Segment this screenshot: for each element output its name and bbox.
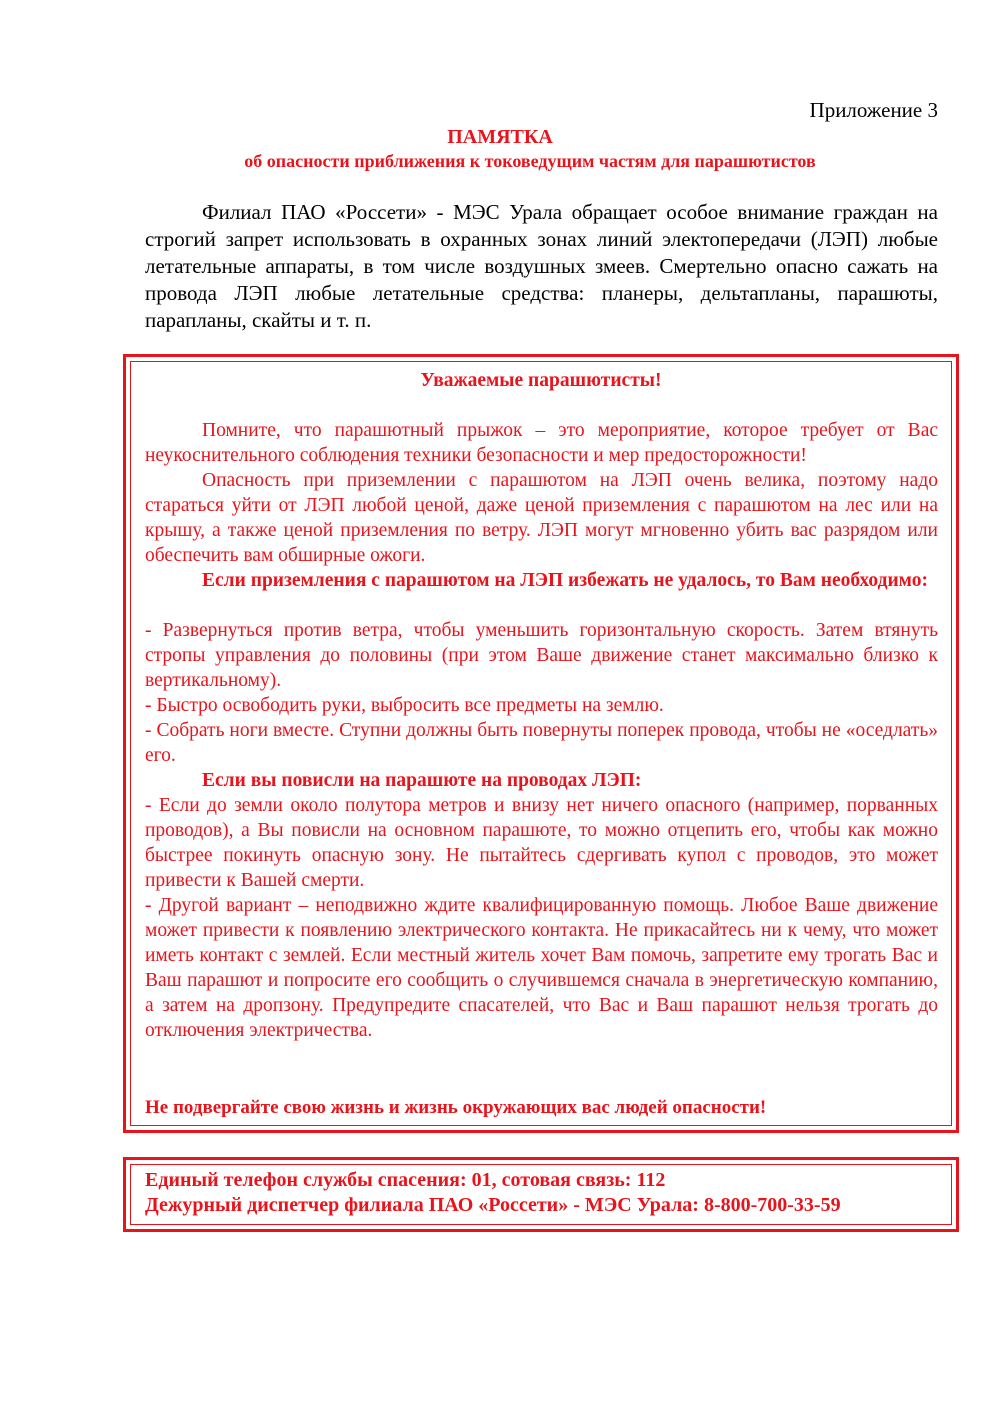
appendix-label: Приложение 3: [809, 98, 938, 122]
contacts-emergency-line: Единый телефон службы спасения: 01, сотовая связь: 112: [145, 1169, 666, 1191]
warning-item-free-hands: - Быстро освободить руки, выбросить все предметы на землю.: [145, 695, 664, 716]
warning-heading-landing: Если приземления с парашютом на ЛЭП избежать не удалось, то Вам необходимо:: [202, 570, 928, 591]
warning-item-detach: - Если до земли около полутора метров и внизу нет ничего опасного (например, порванных проводов), а Вы повисли на основном парашюте, то можно отцепить его, чтобы как можно быстрее покинуть опасную зону. Не пытайтесь сдергивать купол с проводов, это может привести к Вашей смерти.: [145, 795, 938, 891]
warning-item-wait-for-help: - Другой вариант – неподвижно ждите квалифицированную помощь. Любое Ваше движение может привести к появлению электрического контакта. Не прикасайтесь ни к чему, что может иметь контакт с землей. Если местный житель хочет Вам помочь, запретите ему трогать Вас и Ваш парашют и попросите его сообщить о случившемся сначала в энергетическую компанию, а затем на дропзону. Предупредите спасателей, что Вас и Ваш парашют нельзя трогать до отключения электричества.: [145, 895, 938, 1041]
warning-item-turn-against-wind: - Развернуться против ветра, чтобы уменьшить горизонтальную скорость. Затем втянуть стропы управления до половины (при этом Ваше движение станет максимально близко к вертикальному).: [145, 620, 938, 691]
intro-paragraph: Филиал ПАО «Россети» - МЭС Урала обращает особое внимание граждан на строгий запрет использовать в охранных зонах линий электопередачи (ЛЭП) любые летательные аппараты, в том числе воздушных змеев. Смертельно опасно сажать на провода ЛЭП любые летательные средства: планеры, дельтапланы, парашюты, парапланы, скайты и т. п.: [145, 200, 938, 332]
warning-paragraph-2: Опасность при приземлении с парашютом на ЛЭП очень велика, поэтому надо стараться уйти от ЛЭП любой ценой, даже ценой приземления с парашютом на лес или на крышу, а также ценой приземления по ветру. ЛЭП могут мгновенно убить вас разрядом или обеспечить вам обширные ожоги.: [145, 470, 938, 566]
warning-heading-hanging: Если вы повисли на парашюте на проводах ЛЭП:: [202, 770, 642, 791]
document-subtitle: об опасности приближения к токоведущим частям для парашютистов: [244, 151, 816, 171]
contacts-dispatcher-line: Дежурный диспетчер филиала ПАО «Россети» - МЭС Урала: 8-800-700-33-59: [145, 1194, 841, 1216]
warning-closing: Не подвергайте свою жизнь и жизнь окружающих вас людей опасности!: [145, 1097, 767, 1118]
warning-item-legs-together: - Собрать ноги вместе. Ступни должны быть повернуты поперек провода, чтобы не «оседлать» его.: [145, 720, 938, 766]
warning-paragraph-1: Помните, что парашютный прыжок – это мероприятие, которое требует от Вас неукоснительного соблюдения техники безопасности и мер предосторожности!: [145, 420, 938, 466]
warning-title: Уважаемые парашютисты!: [420, 370, 662, 391]
document-title: ПАМЯТКА: [447, 126, 553, 148]
